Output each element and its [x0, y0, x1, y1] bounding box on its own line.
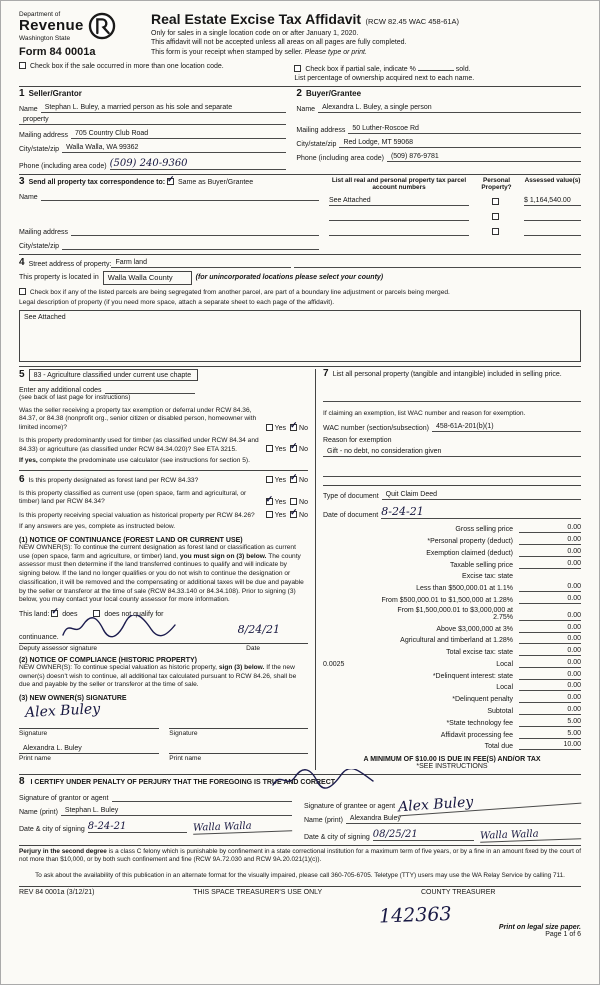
s6q3-yes-checkbox[interactable]	[266, 511, 273, 518]
tax-label: From $1,500,000.01 to $3,000,000 at 2.75%	[397, 606, 513, 621]
owner-signature-line[interactable]	[19, 701, 159, 729]
tax-value[interactable]: 0.00	[519, 560, 581, 569]
deputy-assessor-signature	[59, 615, 179, 641]
tax-value	[519, 571, 581, 580]
seller-mailing-value[interactable]: 705 Country Club Road	[71, 130, 286, 139]
tax-label: Local	[496, 660, 513, 668]
buyer-phone-label: Phone (including area code)	[296, 154, 384, 162]
corr-mailing-field[interactable]	[71, 227, 319, 236]
additional-codes-note: (see back of last page for instructions)	[19, 394, 131, 402]
buyer-name-label: Name	[296, 105, 316, 113]
checkmark: ✓	[167, 173, 175, 184]
tax-row	[323, 535, 581, 547]
corr-city-label: City/state/zip	[19, 242, 60, 250]
grantee-date-value[interactable]: 08/25/21	[373, 829, 474, 841]
additional-codes-field[interactable]	[105, 385, 195, 394]
assessed-value-3[interactable]	[524, 227, 581, 236]
tax-row	[323, 523, 581, 535]
tax-row	[323, 693, 581, 705]
tax-label: Local	[496, 684, 513, 692]
reason-exemption-line2[interactable]	[323, 468, 581, 477]
seller-phone-label: Phone (including area code)	[19, 162, 107, 170]
continuance-label: continuance.	[19, 633, 59, 641]
s5q2-no-checkbox[interactable]	[290, 441, 298, 452]
tax-value[interactable]: 5.00	[519, 730, 581, 739]
personal-property-list-line[interactable]	[323, 393, 581, 402]
corr-name-field[interactable]	[41, 192, 319, 201]
parcel-numbers-header: List all real and personal property tax parcel account numbers	[331, 176, 467, 191]
tax-value[interactable]: 0.00	[519, 536, 581, 545]
s5q1-no-checkbox[interactable]	[290, 419, 298, 431]
section5	[19, 369, 308, 466]
partial-sale-sold-label: sold.	[455, 65, 471, 73]
buyer-section	[294, 89, 581, 170]
yes-label: Yes	[274, 477, 287, 485]
reason-exemption-value[interactable]: Gift - no debt, no consideration given	[323, 448, 581, 457]
tax-row	[323, 582, 581, 594]
s6q2-options	[265, 493, 308, 507]
grantor-certification	[19, 791, 300, 841]
signature-label: Signature	[19, 730, 48, 738]
yes-label: Yes	[274, 446, 287, 454]
buyer-mailing-label: Mailing address	[296, 126, 346, 134]
multi-location-checkbox[interactable]	[19, 62, 26, 69]
s6q3-no-checkbox[interactable]	[290, 507, 298, 518]
perjury-note: Perjury in the second degree is a class C felony which is punishable by confinement in a state correctional institution for a maximum term of five years, or by a fine in an amount fixed by the court of not more than $10,000, or by both such confinement and fine (RCW 9A.72.030 and RCW 9A.20.021(1)(c)).	[19, 845, 581, 869]
section1-title: Seller/Grantor	[28, 88, 82, 98]
partial-sale-percent-field[interactable]	[418, 62, 454, 71]
property-section	[19, 254, 581, 366]
s5-question2: Is this property predominantly used for timber (as classified under RCW 84.34 and 84.33) or agriculture (as classified under RCW 84.34.020)? See ETA 3215.	[19, 436, 259, 453]
buyer-phone-value[interactable]: (509) 876-9781	[387, 153, 581, 162]
county-note: (for unincorporated locations please select your county)	[195, 274, 384, 282]
land-does-checkbox[interactable]	[51, 605, 59, 617]
s5q2-options	[266, 441, 308, 454]
seller-phone-value[interactable]: (509) 240-9360	[110, 158, 287, 170]
notice1-body: NEW OWNER(S): To continue the current designation as forest land or classification as current use (open space, farm and agriculture, or timber) land, you must sign on (3) below. The county assessor must then determine if the land transferred continues to qualify and will indicate by signing below. If the land no longer qualifies or you do not wish to continue the designation or classification, it will be removed and the compensating or additional taxes will be due and payable by the seller or transferor at the time of sale (RCW 84.33.140 or 84.34.108). Prior to signing (3) below, you may contact your local county assessor for more information.	[19, 544, 304, 604]
section4-number: 4	[19, 256, 25, 268]
buyer-city-label: City/state/zip	[296, 140, 337, 148]
s6q1-yes-checkbox[interactable]	[266, 476, 273, 483]
tax-row	[323, 658, 581, 670]
seller-section	[19, 89, 294, 170]
grantee-date-label: Date & city of signing	[304, 833, 370, 841]
assessed-value-1[interactable]: $ 1,164,540.00	[524, 197, 581, 206]
tax-label: Agricultural and timberland at 1.28%	[400, 637, 513, 645]
s6-question2: Is this property classified as current use (open space, farm and agricultural, or timber) land per RCW 84.34?	[19, 489, 247, 506]
yes-label: Yes	[274, 512, 287, 520]
tax-value[interactable]: 0.00	[519, 635, 581, 644]
date-label: Date	[246, 645, 260, 653]
tax-row	[323, 594, 581, 606]
header-line1: Only for sales in a single location code on or after January 1, 2020.	[151, 30, 359, 37]
legal-size-note: Print on legal size paper.	[498, 923, 581, 931]
section3-intro: Send all property tax correspondence to:	[28, 178, 166, 186]
notice2-body: NEW OWNER(S): To continue special valuation as historic property, sign (3) below. If the new owner(s) doesn't wish to continue, all additional tax calculated pursuant to RCW 84.26, shall be due and payable by the seller or transferor at the time of sale.	[19, 664, 297, 689]
deputy-signature-line[interactable]	[19, 623, 308, 644]
wac-number-label: WAC number (section/subsection)	[323, 424, 429, 432]
notice2-title: (2) NOTICE OF COMPLIANCE (HISTORIC PROPERTY)	[19, 657, 197, 665]
tax-value[interactable]: 0.00	[519, 624, 581, 633]
checkmark: ✓	[290, 507, 298, 518]
buyer-city-value[interactable]: Red Lodge, MT 59068	[339, 139, 581, 148]
additional-codes-label: Enter any additional codes	[19, 387, 102, 395]
dor-logo-icon	[88, 12, 116, 40]
s6-ifyes-note: If any answers are yes, complete as instructed below.	[19, 523, 176, 531]
correspondence-section	[19, 174, 581, 254]
section3-number: 3	[19, 175, 25, 187]
signature-label: Signature	[169, 730, 198, 738]
tax-label: Gross selling price	[455, 526, 513, 534]
tax-row	[323, 728, 581, 740]
treasurer-row	[19, 886, 581, 900]
no-label: No	[299, 477, 308, 485]
grantor-date-label: Date & city of signing	[19, 825, 85, 833]
owner-print-line[interactable]	[19, 743, 159, 754]
no-label: No	[299, 512, 308, 520]
personal-property-header: Personal Property?	[481, 176, 512, 191]
tax-value[interactable]: 0.00	[519, 647, 581, 656]
alt-format-note: To ask about the availability of this publication in an alternate format for the visually impaired, please call 360-705-6705. Teletype (TTY) users may use the WA Relay Service by calling 711.	[35, 871, 565, 879]
deputy-assessor-label: Deputy assessor signature	[19, 645, 98, 653]
grantor-print-name[interactable]: Stephan L. Buley	[61, 807, 292, 816]
legal-description-box[interactable]: See Attached	[19, 310, 581, 362]
grantee-signature-value[interactable]: Alex Buley	[398, 787, 582, 817]
personal-property-checkbox-2[interactable]	[492, 213, 499, 220]
assessed-value-header: Assessed value(s)	[524, 176, 581, 184]
seller-mailing-label: Mailing address	[19, 131, 69, 139]
tax-label: *Delinquent interest: state	[432, 672, 513, 680]
tax-value[interactable]: 0.00	[519, 583, 581, 592]
tax-value[interactable]: 0.00	[519, 694, 581, 703]
header-line3: This form is your receipt when stamped by seller. Please type or print.	[151, 48, 367, 56]
same-as-buyer-label: Same as Buyer/Grantee	[178, 178, 254, 186]
ownership-note: List percentage of ownership acquired next to each name.	[294, 74, 475, 82]
s5-question1: Was the seller receiving a property tax exemption or deferral under RCW 84.36, 84.37, or 84.38 (nonprofit org., senior citizen or disabled person, homeowner with limited income)?	[19, 406, 257, 432]
this-land-label: This land:	[19, 610, 50, 618]
tax-row	[323, 705, 581, 717]
seller-city-label: City/state/zip	[19, 145, 60, 153]
tax-value[interactable]: 0.00	[519, 612, 581, 621]
section8-number: 8	[19, 775, 25, 787]
personal-property-checkbox-3[interactable]	[492, 228, 499, 235]
partial-sale-label: Check box if partial sale, indicate %	[305, 65, 416, 73]
s6q1-no-checkbox[interactable]	[290, 472, 298, 483]
parcel-row	[329, 212, 581, 221]
tax-value[interactable]: 10.00	[519, 741, 581, 750]
doc-type-label: Type of document	[323, 492, 379, 500]
print-name-label: Print name	[19, 755, 51, 763]
tax-value[interactable]: 0.00	[519, 659, 581, 668]
reason-exemption-label: Reason for exemption	[323, 436, 392, 444]
corr-name-label: Name	[19, 193, 38, 201]
header-line2: This affidavit will not be accepted unless all areas on all pages are fully completed.	[151, 39, 407, 47]
county-treasurer-label: COUNTY TREASURER	[421, 888, 496, 896]
s5q1-options	[266, 419, 308, 433]
tax-label: *State technology fee	[446, 719, 513, 727]
form-number: Form 84 0001a	[19, 45, 96, 58]
tax-label: Above $3,000,000 at 3%	[436, 625, 513, 633]
street-address-value[interactable]: Farm land	[111, 259, 291, 268]
tax-row	[323, 646, 581, 658]
seller-name-value[interactable]: Stephan L. Buley, a married person as his sole and separate	[41, 104, 287, 113]
owners-signature-title: (3) NEW OWNER(S) SIGNATURE	[19, 695, 127, 703]
agency-brand	[19, 11, 116, 58]
s6q2-no-checkbox[interactable]	[290, 498, 297, 505]
dept-of-label: Department of	[19, 11, 61, 18]
land-use-code-select[interactable]: 83 - Agriculture classified under current use chapte	[29, 369, 199, 381]
tax-label: Affidavit processing fee	[440, 731, 513, 739]
grantee-certification	[300, 791, 581, 841]
tax-label: Taxable selling price	[449, 561, 513, 569]
seller-name-label: Name	[19, 105, 38, 113]
tax-label: Total due	[484, 743, 513, 751]
top-checkboxes	[19, 62, 581, 82]
tax-row	[323, 716, 581, 728]
deputy-sig-labels	[19, 645, 308, 652]
tax-label: From $500,000.01 to $1,500,000 at 1.28%	[381, 597, 513, 604]
s6q3-options	[266, 507, 308, 520]
local-rate: 0.0025	[323, 660, 345, 668]
owner-print-line-2[interactable]	[169, 743, 308, 754]
tax-row	[323, 740, 581, 752]
grantee-city-value[interactable]: Walla Walla	[480, 827, 581, 843]
parcel-value-3[interactable]	[329, 227, 469, 236]
section1-number: 1	[19, 87, 25, 99]
grantor-signature-label: Signature of grantor or agent	[19, 794, 109, 802]
wac-number-value[interactable]: 458-61A-201(b)(1)	[432, 423, 581, 432]
deputy-assessor-date: 8/24/21	[237, 623, 280, 637]
grantor-date-value[interactable]: 8-24-21	[88, 821, 187, 833]
county-select[interactable]: Walla Walla County	[103, 271, 192, 285]
no-label: No	[299, 498, 308, 506]
checkmark: ✓	[290, 472, 298, 483]
owner-signature: Alex Buley	[24, 701, 101, 722]
tax-row	[323, 669, 581, 681]
section7	[323, 369, 581, 477]
tax-value[interactable]: 0.00	[519, 706, 581, 715]
segregated-checkbox[interactable]	[19, 288, 26, 295]
notice1-title: (1) NOTICE OF CONTINUANCE (FOREST LAND OR CURRENT USE)	[19, 537, 243, 544]
located-in-label: This property is located in	[19, 274, 99, 282]
s6q2-yes-checkbox[interactable]	[265, 493, 274, 505]
yes-label: Yes	[274, 424, 287, 432]
segregated-label: Check box if any of the listed parcels are being segregated from another parcel, are part of a boundary line adjustment or parcels being merged.	[29, 288, 450, 296]
multi-location-label: Check box if the sale occurred in more than one location code.	[29, 62, 224, 70]
tax-value[interactable]: 0.00	[519, 524, 581, 533]
s6-question1: 6 Is this property designated as forest land per RCW 84.33?	[19, 473, 199, 485]
form-rcw: (RCW 82.45 WAC 458-61A)	[365, 17, 460, 26]
document-and-tax	[323, 485, 581, 770]
tax-row	[323, 634, 581, 646]
partial-sale-checkbox[interactable]	[294, 65, 301, 72]
dept-name: Revenue	[19, 17, 84, 35]
personal-property-checkbox-1[interactable]	[492, 198, 499, 205]
corr-city-field[interactable]	[62, 241, 319, 250]
tax-row	[323, 622, 581, 634]
exemption-note: If claiming an exemption, list WAC number and reason for exemption.	[323, 410, 526, 418]
grantee-print-name[interactable]: Alexandra Buley	[346, 815, 581, 824]
section2-number: 2	[296, 87, 302, 99]
section6	[19, 470, 308, 762]
checkmark: ✓	[290, 441, 298, 452]
tax-row	[323, 681, 581, 693]
form-header	[19, 11, 581, 58]
doc-date-label: Date of document	[323, 511, 379, 519]
tax-table	[323, 523, 581, 752]
treasurer-stamp-number: 142363	[378, 902, 452, 928]
tax-label: Subtotal	[487, 708, 513, 716]
tax-row	[323, 558, 581, 570]
no-label: No	[299, 424, 308, 432]
parties-section	[19, 86, 581, 174]
yes-label: Yes	[274, 498, 287, 506]
same-as-buyer-checkbox[interactable]	[167, 173, 175, 185]
checkmark: ✓	[265, 493, 274, 504]
tax-value[interactable]: 0.00	[519, 548, 581, 557]
parcel-value-2[interactable]	[329, 212, 469, 221]
does-not-label: does not qualify for	[104, 610, 164, 618]
checkmark: ✓	[51, 605, 59, 616]
tax-row	[323, 605, 581, 622]
s5q1-yes-checkbox[interactable]	[266, 424, 273, 431]
buyer-name-value[interactable]: Alexandra L. Buley, a single person	[318, 104, 581, 113]
parcel-value-1[interactable]: See Attached	[329, 197, 469, 206]
tax-value[interactable]: 0.00	[519, 595, 581, 604]
tax-value[interactable]: 5.00	[519, 718, 581, 727]
tax-value[interactable]: 0.00	[519, 671, 581, 680]
form-title: Real Estate Excise Tax Affidavit	[151, 11, 362, 27]
street-address-extra[interactable]	[294, 259, 581, 268]
dept-state-label: Washington State	[19, 34, 71, 42]
legal-description-label: Legal description of property (if you need more space, attach a separate sheet to each page of the affidavit).	[19, 299, 335, 307]
page-number: Page 1 of 6	[545, 930, 581, 938]
buyer-mailing-value[interactable]: 50 Luther-Roscoe Rd	[348, 125, 581, 134]
corr-mailing-label: Mailing address	[19, 228, 69, 236]
main-block	[19, 366, 581, 774]
s6-question3: Is this property receiving special valuation as historical property per RCW 84.26?	[19, 511, 255, 519]
certify-statement: I CERTIFY UNDER PENALTY OF PERJURY THAT THE FOREGOING IS TRUE AND CORRECT	[30, 778, 336, 786]
s6q1-options	[266, 472, 308, 485]
doc-date-value[interactable]: 8-24-21	[381, 505, 581, 519]
seller-city-value[interactable]: Walla Walla, WA 99362	[62, 144, 286, 153]
s5q2-yes-checkbox[interactable]	[266, 445, 273, 452]
owner-signature-line-2[interactable]	[169, 716, 308, 729]
s7-intro: 7 List all personal property (tangible and intangible) included in selling price.	[323, 368, 562, 380]
tax-label: Total excise tax: state	[446, 649, 513, 657]
tax-row	[323, 570, 581, 582]
checkmark: ✓	[290, 419, 298, 430]
section2-title: Buyer/Grantee	[305, 88, 362, 98]
assessed-value-2[interactable]	[524, 212, 581, 221]
rev-number: REV 84 0001a (3/12/21)	[19, 888, 95, 896]
parcel-row	[329, 227, 581, 236]
grantor-city-value[interactable]: Walla Walla	[193, 819, 292, 834]
treasurer-space-label: THIS SPACE TREASURER'S USE ONLY	[193, 888, 323, 896]
minimum-due-note: A MINIMUM OF $10.00 IS DUE IN FEE(S) AND/OR TAX	[363, 755, 541, 763]
tax-label: Less than $500,000.01 at 1.1%	[416, 585, 513, 593]
print-name-label: Print name	[169, 755, 202, 763]
street-address-label: Street address of property:	[28, 260, 112, 268]
seller-name-value-2[interactable]: property	[19, 116, 286, 125]
tax-label: *Personal property (deduct)	[427, 538, 513, 546]
certification-section	[19, 774, 581, 845]
does-label: does	[62, 610, 78, 618]
doc-type-value[interactable]: Quit Claim Deed	[382, 491, 581, 500]
tax-label: Excise tax: state	[462, 573, 513, 581]
tax-label: Exemption claimed (deduct)	[426, 549, 513, 557]
predominate-use-note: If yes, complete the predominate use calculator (see instructions for section 5).	[19, 457, 250, 465]
grantor-signature-line[interactable]	[112, 793, 292, 802]
tax-value[interactable]: 0.00	[519, 682, 581, 691]
grantee-signature-label: Signature of grantee or agent	[304, 802, 396, 810]
grantor-name-label: Name (print)	[19, 808, 58, 816]
grantee-name-label: Name (print)	[304, 816, 343, 824]
section5-number: 5	[19, 369, 25, 381]
see-instructions-note: *SEE INSTRUCTIONS	[416, 762, 488, 770]
grantor-signature	[269, 769, 379, 791]
tax-row	[323, 546, 581, 558]
parcel-row	[329, 197, 581, 206]
no-label: No	[299, 446, 308, 454]
tax-label: *Delinquent penalty	[452, 696, 513, 704]
owner-print-name: Alexandra L. Buley	[23, 745, 82, 753]
